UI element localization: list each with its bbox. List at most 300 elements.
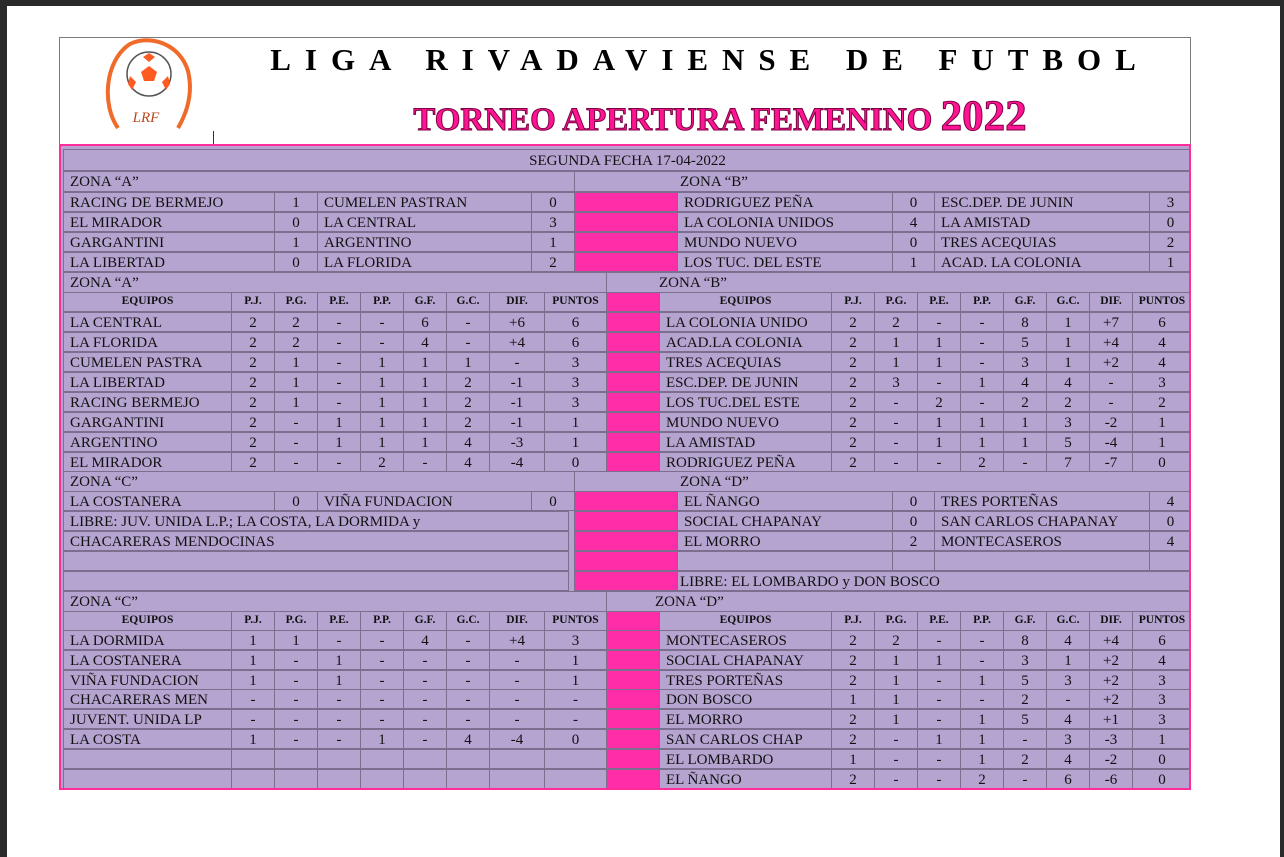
zone-d-standing-pg: - [874,769,918,789]
zone-b-standing-gc: 7 [1046,452,1090,472]
zone-a-standing-pj: 2 [231,352,275,372]
zone-c-standing-team [63,749,232,769]
window-frame-top [0,0,1284,6]
zone-c-standing-pg: - [274,729,318,749]
pink-divider [606,432,660,452]
zone-b-header-gf: G.F. [1003,292,1047,312]
zone-c-standing-dif: - [489,709,545,729]
zone-d-standing-pg: 1 [874,650,918,670]
pink-divider [574,192,678,212]
zone-b-standing-pg: 1 [874,352,918,372]
zone-a-standing-pp: 1 [360,432,404,452]
zone-d-standing-gf: 5 [1003,709,1047,729]
zone-d-standing-gc: 6 [1046,769,1090,789]
zone-b-header-pj: P.J. [831,292,875,312]
zone-b-standing-dif: +2 [1089,352,1133,372]
zone-a-standing-team: EL MIRADOR [63,452,232,472]
zone-b-standing-gc: 4 [1046,372,1090,392]
zone-d-header-pp: P.P. [960,611,1004,631]
zone-b-standing-pp: - [960,392,1004,412]
zone-a-header-gc: G.C. [446,292,490,312]
zone-d-standing-pp: - [960,650,1004,670]
zone-a-result-home-team: EL MIRADOR [63,212,275,232]
zone-c-standing-puntos: - [544,709,607,729]
zone-a-standing-pj: 2 [231,332,275,352]
zone-a-header-pg: P.G. [274,292,318,312]
zone-b-standing-gf: 3 [1003,352,1047,372]
zone-d-result-home-score: 0 [892,491,935,511]
zone-a-standing-dif: - [489,352,545,372]
zone-c-standing-pj: 1 [231,670,275,690]
zone-d-standing-team: SOCIAL CHAPANAY [659,650,832,670]
zone-d-result-home-score: 0 [892,511,935,531]
pink-divider [574,491,678,511]
zone-a-standing-pg: - [274,412,318,432]
zone-b-standing-team: RODRIGUEZ PEÑA [659,452,832,472]
zone-c-standing-pj: - [231,709,275,729]
zone-c-standing-dif: -4 [489,729,545,749]
pink-divider [606,332,660,352]
zone-a-standing-dif: -3 [489,432,545,452]
zone-c-standing-pp: - [360,709,404,729]
zone-a-standing-puntos: 1 [544,412,607,432]
zone-a-header-puntos: PUNTOS [544,292,607,312]
pink-divider [606,650,660,670]
zone-d-standing-team: DON BOSCO [659,689,832,709]
zone-b-standing-team: TRES ACEQUIAS [659,352,832,372]
zone-c-standing-pg: - [274,650,318,670]
zone-b-standing-team: LA COLONIA UNIDO [659,312,832,332]
zone-a-standing-team: ARGENTINO [63,432,232,452]
zone-b-results-label: ZONA “B” [574,171,1191,192]
zone-c-standing-puntos: 0 [544,729,607,749]
zone-c-standing-dif: - [489,689,545,709]
zone-b-standing-pj: 2 [831,352,875,372]
zone-d-standing-gf: 2 [1003,749,1047,769]
zone-b-standings-label: ZONA “B” [606,272,1191,293]
zone-c-result-away-team: VIÑA FUNDACION [317,491,532,511]
zone-b-standing-pg: - [874,432,918,452]
zone-d-standing-pe: - [917,709,961,729]
pink-divider [606,611,660,631]
zone-a-standing-pe: 1 [317,432,361,452]
zone-c-standing-pp: - [360,630,404,650]
zone-b-standing-puntos: 4 [1132,332,1191,352]
zone-d-standing-pe: - [917,630,961,650]
zone-d-result-away-score: 4 [1149,531,1191,551]
zone-b-result-home-team: RODRIGUEZ PEÑA [677,192,893,212]
zone-b-header-pe: P.E. [917,292,961,312]
zone-a-standing-pe: 1 [317,412,361,432]
zone-c-standing-gf: - [403,709,447,729]
zone-b-standing-pp: - [960,352,1004,372]
zone-d-header-pe: P.E. [917,611,961,631]
zone-d-standing-pg: - [874,749,918,769]
zone-b-standing-puntos: 4 [1132,352,1191,372]
zone-a-standing-puntos: 1 [544,432,607,452]
window-frame-left [0,0,7,857]
league-logo-icon [100,36,192,132]
zone-d-standing-gf: 2 [1003,689,1047,709]
zone-d-standing-pe: - [917,670,961,690]
zone-b-result-home-team: MUNDO NUEVO [677,232,893,252]
zone-a-result-away-team: CUMELEN PASTRAN [317,192,532,212]
zone-a-standing-gc: - [446,312,490,332]
zone-a-standing-gf: 1 [403,372,447,392]
zone-a-standings-label: ZONA “A” [63,272,607,293]
zone-a-result-away-score: 1 [531,232,575,252]
zone-b-standing-pj: 2 [831,432,875,452]
zone-d-standing-pj: 2 [831,729,875,749]
zone-b-standing-pe: 2 [917,392,961,412]
zone-d-standing-pp: 1 [960,670,1004,690]
zone-d-standing-dif: +2 [1089,670,1133,690]
tournament-title-text: TORNEO APERTURA FEMENINO [413,102,933,138]
zone-c-standing-pj: 1 [231,650,275,670]
zone-a-standing-gc: 2 [446,392,490,412]
zone-c-standing-gc: - [446,689,490,709]
zone-c-standing-puntos: 1 [544,670,607,690]
zone-b-standing-pj: 2 [831,392,875,412]
zone-d-results-label: ZONA “D” [574,471,1191,492]
zone-b-standing-pj: 2 [831,452,875,472]
zone-a-standing-pg: 1 [274,372,318,392]
zone-c-standing-pp [360,749,404,769]
zone-b-header-pg: P.G. [874,292,918,312]
zone-c-standing-pj [231,749,275,769]
empty-cell [677,551,893,571]
zone-a-standing-dif: -4 [489,452,545,472]
zone-d-standing-team: TRES PORTEÑAS [659,670,832,690]
zone-c-standing-puntos: - [544,689,607,709]
zone-d-header-puntos: PUNTOS [1132,611,1191,631]
zone-b-standing-gf: 5 [1003,332,1047,352]
zone-a-results-label: ZONA “A” [63,171,575,192]
zone-c-standing-pp: - [360,670,404,690]
zone-b-standing-pe: 1 [917,412,961,432]
zone-a-standing-pp: 1 [360,412,404,432]
zone-d-standing-pp: 1 [960,749,1004,769]
zone-b-standing-pg: 3 [874,372,918,392]
zone-d-standing-puntos: 3 [1132,689,1191,709]
zone-a-standing-pp: 2 [360,452,404,472]
zone-c-standing-dif: +4 [489,630,545,650]
zone-b-standing-puntos: 1 [1132,412,1191,432]
zone-d-header-equipos: EQUIPOS [659,611,832,631]
zone-d-standing-pp: 1 [960,729,1004,749]
zone-b-standing-gc: 1 [1046,332,1090,352]
zone-a-standing-pe: - [317,392,361,412]
zone-c-standing-pp: - [360,689,404,709]
zone-c-standing-pe: - [317,689,361,709]
zone-c-header-pg: P.G. [274,611,318,631]
window-frame-right [1280,0,1284,857]
zone-d-standing-dif: -3 [1089,729,1133,749]
zone-c-standing-gf: - [403,729,447,749]
zone-d-header-gf: G.F. [1003,611,1047,631]
tournament-title [270,92,1170,141]
zone-c-standing-gc: - [446,650,490,670]
zone-a-standing-pg: 2 [274,332,318,352]
zone-c-result-home-score: 0 [274,491,318,511]
pink-divider [606,709,660,729]
zone-d-standing-pj: 1 [831,689,875,709]
zone-c-header-puntos: PUNTOS [544,611,607,631]
zone-a-standing-team: RACING BERMEJO [63,392,232,412]
zone-b-standing-dif: - [1089,392,1133,412]
zone-c-standing-pe [317,769,361,789]
zone-d-header-gc: G.C. [1046,611,1090,631]
zone-d-standing-pp: - [960,689,1004,709]
zone-c-standing-pg [274,749,318,769]
zone-a-header-dif: DIF. [489,292,545,312]
zone-c-standing-pe: - [317,729,361,749]
zone-c-header-equipos: EQUIPOS [63,611,232,631]
zone-d-result-away-team: MONTECASEROS [934,531,1150,551]
header-tick-mark [213,131,214,144]
zone-a-standing-pe: - [317,312,361,332]
pink-divider [606,392,660,412]
zone-b-standing-pg: 2 [874,312,918,332]
zone-a-standing-puntos: 3 [544,372,607,392]
zone-d-standing-pe: - [917,769,961,789]
zone-b-standing-pj: 2 [831,312,875,332]
zone-a-standing-pp: 1 [360,392,404,412]
zone-a-standing-pe: - [317,352,361,372]
zone-c-standing-pj: 1 [231,630,275,650]
zone-c-standing-team: JUVENT. UNIDA LP [63,709,232,729]
zone-b-standing-pg: - [874,412,918,432]
zone-d-standing-gc: 4 [1046,630,1090,650]
zone-b-standing-team: MUNDO NUEVO [659,412,832,432]
zone-d-standing-gc: 3 [1046,729,1090,749]
zone-c-header-pp: P.P. [360,611,404,631]
zone-d-standing-puntos: 3 [1132,709,1191,729]
zone-b-standing-gc: 2 [1046,392,1090,412]
zone-c-standing-puntos: 1 [544,650,607,670]
zone-c-libre-line1: LIBRE: JUV. UNIDA L.P.; LA COSTA, LA DORMIDA y [63,511,569,531]
zone-d-standing-team: EL LOMBARDO [659,749,832,769]
zone-b-result-away-score: 3 [1149,192,1191,212]
zone-d-standing-gf: - [1003,729,1047,749]
zone-d-standing-puntos: 6 [1132,630,1191,650]
zone-d-result-home-team: SOCIAL CHAPANAY [677,511,893,531]
league-title: LIGA RIVADAVIENSE DE FUTBOL [270,42,1150,77]
zone-a-standing-pj: 2 [231,432,275,452]
zone-a-result-away-team: LA CENTRAL [317,212,532,232]
zone-d-libre: LIBRE: EL LOMBARDO y DON BOSCO [677,571,1191,591]
zone-a-standing-dif: -1 [489,412,545,432]
zone-b-standing-puntos: 6 [1132,312,1191,332]
zone-c-standing-gc: - [446,630,490,650]
zone-d-standing-pe: 1 [917,650,961,670]
zone-a-standing-dif: -1 [489,372,545,392]
zone-b-standing-pe: 1 [917,432,961,452]
zone-a-standing-puntos: 6 [544,332,607,352]
pink-divider [606,630,660,650]
zone-b-result-home-score: 0 [892,232,935,252]
zone-b-result-home-team: LA COLONIA UNIDOS [677,212,893,232]
zone-b-standing-pe: - [917,372,961,392]
zone-c-standing-puntos: 3 [544,630,607,650]
zone-d-standing-team: MONTECASEROS [659,630,832,650]
zone-b-standing-puntos: 2 [1132,392,1191,412]
zone-d-result-home-score: 2 [892,531,935,551]
zone-a-standing-gf: 6 [403,312,447,332]
pink-divider [606,292,660,312]
pink-divider [606,412,660,432]
zone-d-standing-dif: +4 [1089,630,1133,650]
zone-b-standing-gc: 1 [1046,352,1090,372]
zone-c-standing-dif [489,769,545,789]
zone-b-standing-gc: 1 [1046,312,1090,332]
zone-b-result-away-score: 2 [1149,232,1191,252]
zone-d-standing-puntos: 0 [1132,749,1191,769]
zone-b-header-dif: DIF. [1089,292,1133,312]
zone-c-standing-puntos [544,769,607,789]
zone-a-result-home-team: GARGANTINI [63,232,275,252]
zone-a-result-home-score: 1 [274,192,318,212]
zone-c-header-gf: G.F. [403,611,447,631]
zone-c-standing-gf: - [403,670,447,690]
zone-b-standing-pg: - [874,392,918,412]
zone-b-standing-gf: 2 [1003,392,1047,412]
zone-a-standing-pg: 1 [274,392,318,412]
zone-a-header-pe: P.E. [317,292,361,312]
zone-b-standing-pp: - [960,312,1004,332]
zone-c-standing-gc [446,769,490,789]
zone-c-standing-pg: - [274,709,318,729]
zone-d-standing-pg: 2 [874,630,918,650]
zone-c-standing-gf [403,769,447,789]
zone-c-standing-gf: - [403,650,447,670]
zone-a-standing-gc: 2 [446,372,490,392]
zone-a-standing-gc: 2 [446,412,490,432]
zone-d-standing-pe: - [917,689,961,709]
zone-c-standing-team: VIÑA FUNDACION [63,670,232,690]
zone-c-standing-team: CHACARERAS MEN [63,689,232,709]
zone-c-result-home-team: LA COSTANERA [63,491,275,511]
zone-c-standing-dif: - [489,650,545,670]
zone-d-standing-gc: 1 [1046,650,1090,670]
zone-d-standing-pp: 1 [960,709,1004,729]
zone-b-standing-puntos: 0 [1132,452,1191,472]
zone-b-standing-dif: +4 [1089,332,1133,352]
pink-divider [606,689,660,709]
pink-divider [606,452,660,472]
zone-d-result-away-team: SAN CARLOS CHAPANAY [934,511,1150,531]
zone-d-standing-pj: 2 [831,769,875,789]
zone-a-result-away-score: 0 [531,192,575,212]
zone-d-standing-gc: - [1046,689,1090,709]
zone-d-standing-pj: 2 [831,650,875,670]
zone-d-standing-pg: - [874,729,918,749]
zone-d-result-away-score: 0 [1149,511,1191,531]
zone-c-standing-team [63,769,232,789]
zone-b-standing-pj: 2 [831,412,875,432]
zone-d-standing-pg: 1 [874,709,918,729]
zone-a-standing-pj: 2 [231,412,275,432]
zone-b-header-equipos: EQUIPOS [659,292,832,312]
zone-d-standing-gf: 8 [1003,630,1047,650]
zone-a-standing-pg: 1 [274,352,318,372]
zone-b-result-away-team: LA AMISTAD [934,212,1150,232]
zone-d-header-pg: P.G. [874,611,918,631]
zone-b-standing-pe: - [917,452,961,472]
zone-a-header-gf: G.F. [403,292,447,312]
zone-d-standing-pj: 2 [831,670,875,690]
zone-b-standing-gf: 1 [1003,412,1047,432]
zone-a-standing-team: GARGANTINI [63,412,232,432]
pink-divider [606,312,660,332]
zone-b-standing-pg: - [874,452,918,472]
zone-b-standing-pg: 1 [874,332,918,352]
zone-a-standing-gf: 1 [403,412,447,432]
zone-c-standing-pj: 1 [231,729,275,749]
zone-b-standing-puntos: 1 [1132,432,1191,452]
empty-cell [892,551,935,571]
zone-c-result-away-score: 0 [531,491,575,511]
zone-c-header-dif: DIF. [489,611,545,631]
zone-a-standing-pg: - [274,432,318,452]
zone-d-standing-gc: 4 [1046,709,1090,729]
zone-c-standing-gc: - [446,709,490,729]
zone-c-standings-label: ZONA “C” [63,591,607,612]
zone-b-standing-dif: -4 [1089,432,1133,452]
pink-divider [606,670,660,690]
zone-d-standing-puntos: 1 [1132,729,1191,749]
zone-c-header-pj: P.J. [231,611,275,631]
pink-divider [574,212,678,232]
zone-c-standing-pg: 1 [274,630,318,650]
zone-a-result-home-team: LA LIBERTAD [63,252,275,272]
zone-d-standing-team: EL MORRO [659,709,832,729]
pink-divider [574,571,678,591]
zone-b-header-pp: P.P. [960,292,1004,312]
zone-d-result-away-team: TRES PORTEÑAS [934,491,1150,511]
zone-c-standing-pe: - [317,709,361,729]
zone-d-standing-pp: - [960,630,1004,650]
zone-c-standing-pe: - [317,630,361,650]
zone-d-header-dif: DIF. [1089,611,1133,631]
pink-divider [606,352,660,372]
zone-b-standing-team: LOS TUC.DEL ESTE [659,392,832,412]
zone-c-standing-pj: - [231,689,275,709]
zone-c-standing-pg: - [274,689,318,709]
pink-divider [574,252,678,272]
zone-a-standing-pj: 2 [231,452,275,472]
zone-b-standing-gf: 8 [1003,312,1047,332]
zone-a-result-home-score: 0 [274,212,318,232]
zone-b-standing-pe: - [917,312,961,332]
zone-a-standing-dif: +6 [489,312,545,332]
zone-b-standing-gf: 1 [1003,432,1047,452]
zone-a-result-away-score: 3 [531,212,575,232]
zone-a-header-pj: P.J. [231,292,275,312]
zone-a-standing-gf: 1 [403,352,447,372]
zone-a-standing-puntos: 0 [544,452,607,472]
zone-d-standing-dif: -2 [1089,749,1133,769]
zone-a-standing-pj: 2 [231,392,275,412]
zone-b-result-away-team: ACAD. LA COLONIA [934,252,1150,272]
zone-a-result-away-team: ARGENTINO [317,232,532,252]
zone-c-standing-gc: - [446,670,490,690]
zone-a-standing-pp: 1 [360,372,404,392]
zone-a-standing-pe: - [317,332,361,352]
zone-c-standing-puntos [544,749,607,769]
zone-d-header-pj: P.J. [831,611,875,631]
pink-divider [606,769,660,789]
